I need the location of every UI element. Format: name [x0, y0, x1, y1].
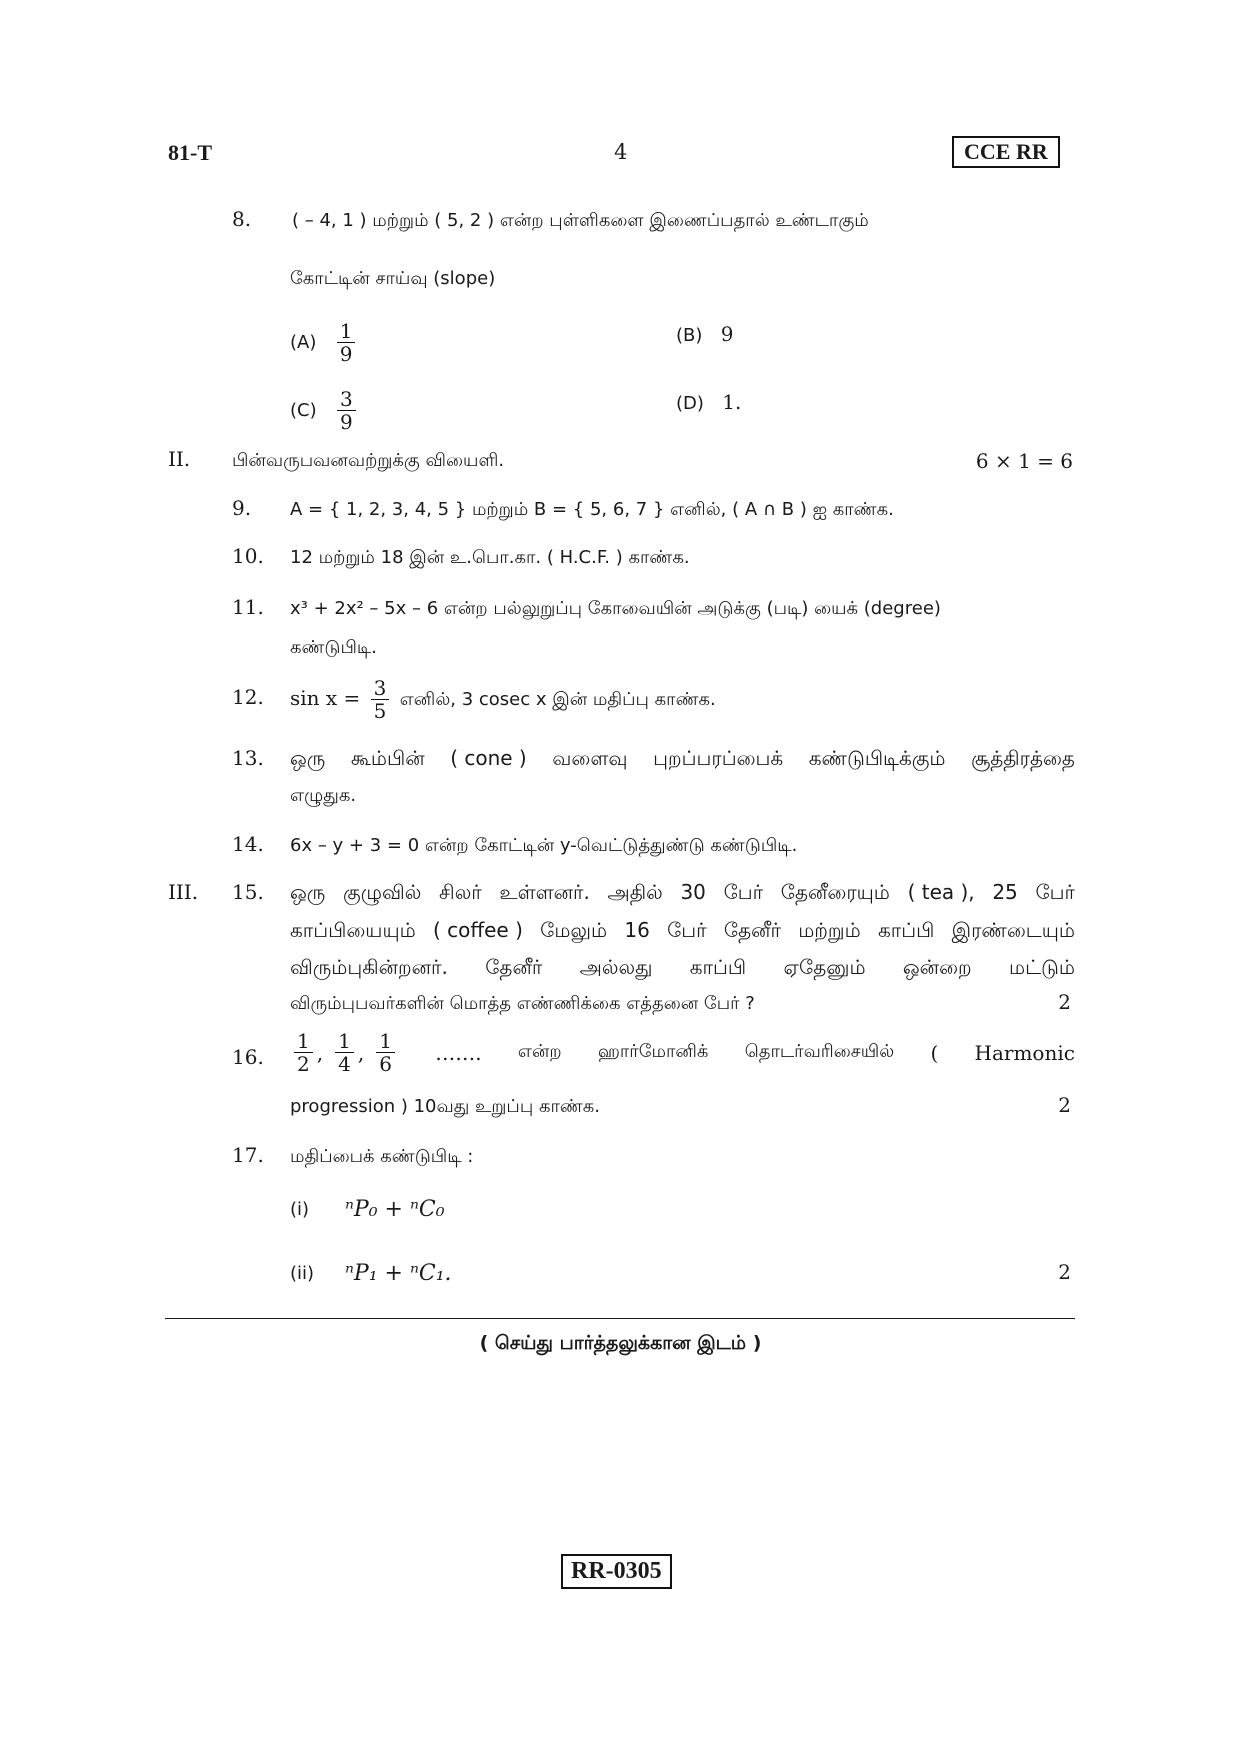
- question-15-line4: விரும்புபவர்களின் மொத்த எண்ணிக்கை எத்தனை பேர் ?: [290, 993, 755, 1014]
- cce-badge: CCE RR: [952, 136, 1060, 168]
- question-marks: 2: [1058, 1093, 1071, 1117]
- word: 25: [992, 880, 1018, 904]
- fraction: [337, 388, 356, 433]
- question-16-line1: [290, 1030, 1075, 1075]
- word: பேர்: [1035, 880, 1075, 904]
- question-12-text: [290, 670, 716, 728]
- word: கூம்பின்: [350, 746, 425, 770]
- question-marks: 2: [1058, 1260, 1071, 1284]
- option-label: (B): [676, 325, 703, 346]
- word: இரண்டையும்: [951, 918, 1075, 942]
- word: ஒன்றை: [902, 955, 972, 979]
- sub-question-expr: ⁿP₀ + ⁿC₀: [345, 1197, 445, 1222]
- rough-work-label: ( செய்து பார்த்தலுக்கான இடம் ): [479, 1332, 762, 1354]
- fraction-list: $\frac{1}{2}$ , $\frac{1}{4}$ , $\frac{1}{6}$: [290, 1030, 399, 1075]
- question-marks: 2: [1058, 990, 1071, 1014]
- option-label: (D): [676, 393, 704, 414]
- question-16-line2: progression ) 10வது உறுப்பு காண்க.: [290, 1096, 600, 1117]
- question-number: 13.: [232, 746, 264, 770]
- word: தொடர்வரிசையில்: [744, 1041, 895, 1062]
- denominator: 2: [297, 1052, 310, 1076]
- word: தேனீர்: [485, 955, 543, 979]
- question-15-line3: [290, 955, 1075, 982]
- option-label: (C): [290, 400, 317, 421]
- denominator: 5: [373, 699, 387, 723]
- word: தேனீர்: [723, 918, 781, 942]
- sub-question-label: (i): [290, 1199, 310, 1220]
- word: சூத்திரத்தை: [971, 746, 1075, 770]
- question-11-line2: கண்டுபிடி.: [290, 637, 377, 658]
- question-13-line2: எழுதுக.: [290, 785, 357, 806]
- word: சிலர்: [439, 880, 482, 904]
- page-number: 4: [614, 140, 628, 164]
- word: அதில்: [607, 880, 663, 904]
- option-value: 1.: [722, 390, 742, 414]
- question-number: 11.: [232, 595, 264, 619]
- option-label: (A): [290, 332, 317, 353]
- section-roman: III.: [168, 880, 199, 904]
- question-17-text: மதிப்பைக் கண்டுபிடி :: [290, 1146, 474, 1167]
- word: புறப்பரப்பைக்: [653, 746, 784, 770]
- section-marks: 6 × 1 = 6: [975, 449, 1073, 473]
- question-number: 8.: [232, 207, 252, 231]
- question-11-text: x³ + 2x² – 5x – 6 என்ற பல்லுறுப்பு கோவையின் அடுக்கு (படி) யைக் (degree): [290, 598, 941, 619]
- word: …….: [435, 1040, 482, 1065]
- word: ( cone ): [450, 746, 527, 770]
- option-value: 9: [720, 322, 734, 346]
- sub-question-expr: ⁿP₁ + ⁿC₁.: [345, 1261, 452, 1286]
- question-number: 9.: [232, 496, 252, 520]
- numerator: 1: [294, 1030, 313, 1053]
- word: காப்பி: [689, 955, 747, 979]
- word: ( coffee ): [432, 918, 523, 942]
- sub-question-label: (ii): [290, 1263, 315, 1284]
- fraction: [335, 1030, 354, 1075]
- fraction: [371, 677, 390, 722]
- word: பேர்: [723, 880, 764, 904]
- word: Harmonic: [974, 1040, 1075, 1065]
- denominator: 6: [379, 1052, 392, 1076]
- question-12-suffix: எனில், 3 cosec x இன் மதிப்பு காண்க.: [399, 689, 716, 710]
- numerator: 3: [371, 677, 390, 700]
- question-number: 16.: [232, 1045, 264, 1069]
- section-roman: II.: [168, 447, 191, 471]
- word: 30: [680, 880, 706, 904]
- word: ஏதேனும்: [783, 955, 866, 979]
- fraction: [294, 1030, 313, 1075]
- word: (: [930, 1040, 939, 1065]
- word: ( tea ),: [907, 880, 975, 904]
- denominator: 9: [339, 342, 353, 366]
- word: விரும்புகின்றனர்.: [290, 955, 448, 979]
- question-15-line2: [290, 918, 1075, 945]
- word: உள்ளனர்.: [499, 880, 590, 904]
- question-8-line1: ( – 4, 1 ) மற்றும் ( 5, 2 ) என்ற புள்ளிகளை இணைப்பதால் உண்டாகும்: [292, 210, 869, 231]
- question-9-text: A = { 1, 2, 3, 4, 5 } மற்றும் B = { 5, 6, 7 } எனில், ( A ∩ B ) ஐ காண்க.: [290, 499, 894, 520]
- footer-code: RR-0305: [561, 1554, 672, 1589]
- question-number: 17.: [232, 1143, 264, 1167]
- word: வளைவு: [552, 746, 628, 770]
- paper-code: 81-T: [168, 140, 212, 165]
- question-number: 12.: [232, 685, 264, 709]
- fraction: [376, 1030, 395, 1075]
- option-d: [676, 388, 741, 418]
- question-number: 10.: [232, 544, 264, 568]
- word: என்ற: [517, 1041, 562, 1062]
- divider: [165, 1318, 1075, 1319]
- word: ஹார்மோனிக்: [597, 1041, 709, 1062]
- word: குழுவில்: [342, 880, 422, 904]
- word: ஒரு: [290, 880, 326, 904]
- option-b: [676, 320, 734, 350]
- word: காப்பி: [877, 918, 935, 942]
- word: ஒரு: [290, 746, 326, 770]
- numerator: 1: [335, 1030, 354, 1053]
- word: மேலும்: [540, 918, 608, 942]
- question-8-line2: கோட்டின் சாய்வு (slope): [290, 268, 496, 289]
- numerator: 1: [337, 320, 356, 343]
- question-15-line1: [290, 880, 1075, 907]
- word: அல்லது: [579, 955, 653, 979]
- word: பேர்: [667, 918, 707, 942]
- word: தேனீரையும்: [780, 880, 890, 904]
- question-12-prefix: sin x =: [290, 686, 361, 710]
- numerator: 1: [376, 1030, 395, 1053]
- question-13-line1: [290, 746, 1075, 773]
- question-10-text: 12 மற்றும் 18 இன் உ.பொ.கா. ( H.C.F. ) காண்க.: [290, 547, 690, 568]
- word: மட்டும்: [1008, 955, 1075, 979]
- fraction: [337, 320, 356, 365]
- word: 16: [624, 918, 650, 942]
- word: மற்றும்: [798, 918, 861, 942]
- word: கண்டுபிடிக்கும்: [808, 746, 946, 770]
- option-a: [290, 320, 359, 365]
- option-c: [290, 388, 360, 433]
- denominator: 4: [338, 1052, 351, 1076]
- numerator: 3: [337, 388, 356, 411]
- question-number: 15.: [232, 880, 264, 904]
- section-instruction: பின்வருபவனவற்றுக்கு வியைளி.: [232, 450, 505, 471]
- question-14-text: 6x – y + 3 = 0 என்ற கோட்டின் y-வெட்டுத்துண்டு கண்டுபிடி.: [290, 835, 798, 856]
- denominator: 9: [339, 410, 353, 434]
- word: காப்பியையும்: [290, 918, 416, 942]
- question-number: 14.: [232, 832, 264, 856]
